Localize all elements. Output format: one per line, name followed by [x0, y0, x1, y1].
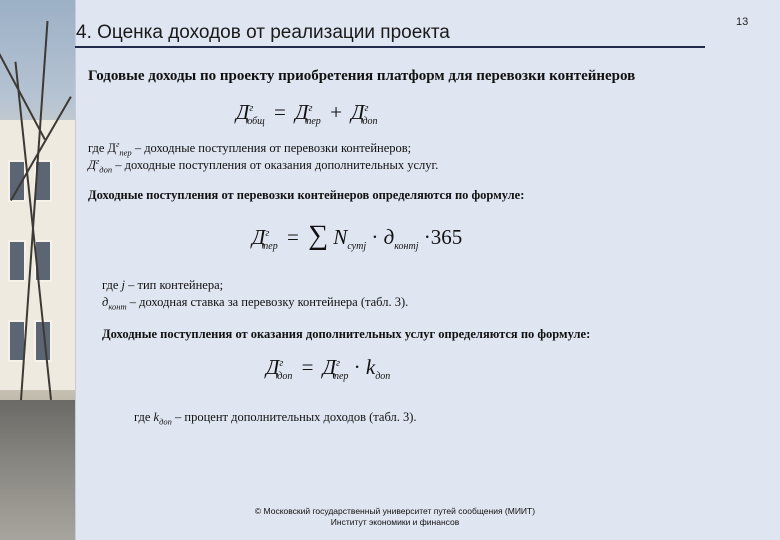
slide-footer [200, 506, 590, 528]
footer-institute: Институт экономики и финансов [330, 517, 460, 527]
definition-line-4: $д_{конт}$ – доходная ставка за перевозку контейнера (табл. 3). [102, 295, 409, 312]
formula-transport-income: $Д^г_{пер}$ = ∑ $N_{сутj} \cdot д_{контj} \cdot 365$ [252, 220, 463, 253]
definition-line-5: где $k_{доп}$ – процент дополнительных доходов (табл. 3). [134, 410, 417, 427]
slide-title: 4. Оценка доходов от реализации проекта [76, 22, 450, 43]
definition-line-1: где $Д^г_{пер}$ – доходные поступления от перевозки контейнеров; [88, 139, 412, 158]
formula-intro-2: Доходные поступления от оказания дополнительных услуг определяются по формуле: [102, 327, 591, 341]
definition-line-2: $Д^г_{доп}$ – доходные поступления от оказания дополнительных услуг. [88, 156, 439, 175]
title-underline [75, 46, 705, 48]
definition-line-3: где j – тип контейнера; [102, 278, 224, 292]
building-window [8, 160, 26, 202]
building-window [8, 240, 26, 282]
footer-university: © Московский государственный университет путей сообщения (МИИТ) [254, 506, 536, 516]
formula-intro-1: Доходные поступления от перевозки контейнеров определяются по формуле: [88, 188, 525, 202]
formula-additional-income: $Д^г_{доп} = Д^г_{пер} \cdot k_{доп}$ [266, 355, 391, 383]
formula-total-income: $Д^г_{общ} = Д^г_{пер} + Д^г_{доп}$ [236, 100, 378, 128]
slide-number: 13 [736, 16, 749, 28]
slide-heading: Годовые доходы по проекту приобретения платформ для перевозки контейнеров [88, 68, 636, 84]
